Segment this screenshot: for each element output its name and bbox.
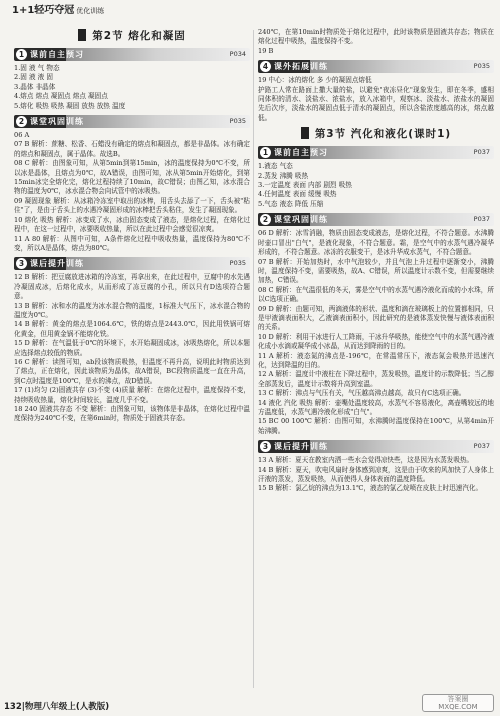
answer-line: 10 熔化 吸热 解析：冰变成了水，冰由固态变成了液态，是熔化过程，在熔化过程中，在这一过程中，冰要吸收热量，所以在此过程中会感觉很凉爽。 bbox=[14, 215, 250, 234]
exercise-block bbox=[258, 146, 494, 209]
block-number: 2 bbox=[16, 116, 27, 127]
answer-line: 10 D 解析：利用干冰进行人工降雨，干冰升华吸热，能使空气中的水蒸气遇冷液化成小水滴或凝华成小冰晶，从而达到降雨的目的。 bbox=[258, 332, 494, 351]
watermark-stamp: 答案圈 MXQE.COM bbox=[422, 694, 494, 712]
answer-line: 14 B 解析：夏天，吹电风扇时身体感到凉爽，这是由于吹来的风加快了人身体上汗液的蒸发，蒸发吸热，从而使得人身体表面的温度降低。 bbox=[258, 465, 494, 484]
answer-line: 13 A 解析：夏天在教室内洒一些水会觉得凉快些，这是因为水蒸发吸热。 bbox=[258, 456, 474, 465]
answer-line: 13 C 解析：沸点与气压有关，气压越高沸点越高，故只有C选项正确。 bbox=[258, 389, 466, 398]
block-header-band bbox=[14, 257, 250, 270]
answer-line: 18 240 固液共存态 不变 解析：由图象可知，该物体是非晶体，在熔化过程中温度保持为240℃不变，在第6min时，物质处于固液共存态。 bbox=[14, 405, 250, 423]
section-title-2: 第3节 汽化和液化(课时1) bbox=[258, 126, 494, 142]
block-header-band bbox=[14, 48, 250, 61]
page-number: 132 bbox=[4, 701, 22, 712]
answer-line: 14 液化 汽化 吸热 解析：壶嘴处温度较高，水蒸气不容易液化，离壶嘴较远的地方温度低，水蒸气遇冷液化形成"白气"。 bbox=[258, 398, 494, 416]
exercise-block bbox=[14, 257, 250, 424]
block-page-ref: P037 bbox=[473, 215, 490, 224]
answer-line: 19 中心：冰的熔化 多 少的凝固点熔低 bbox=[258, 76, 372, 85]
answer-line: 08 C 解析：在气温很低的冬天，雾是空气中的水蒸气遇冷液化而成的小水珠，所以C选项正确。 bbox=[258, 285, 494, 304]
block-header-band bbox=[14, 115, 250, 128]
right-column bbox=[258, 28, 494, 690]
answer-line: 07 B 解析：蔗糖、松香、石蜡没有确定的熔点和凝固点，都是非晶体。冰有确定的熔点和凝固点，属于晶体。故选B。 bbox=[14, 140, 250, 158]
answer-line: 2.蒸发 沸腾 吸热 bbox=[258, 171, 309, 180]
answer-line: 5.熔化 吸热 吸热 凝固 放热 放热 温度 bbox=[14, 101, 126, 110]
answer-line: 09 D 解析：由题可知，两滴液体的形状、温度和滴在玻璃板上的位置都相同，只是甲液滴表面积大，乙液滴表面积小，因此研究的是液体蒸发快慢与液体表面积的关系。 bbox=[258, 304, 494, 332]
block-title: 课后提升训练 bbox=[30, 259, 84, 269]
block-number: 3 bbox=[260, 441, 271, 452]
block-page-ref: P035 bbox=[229, 259, 246, 268]
answer-line: 1.固 液 气 物态 bbox=[14, 64, 60, 72]
block-header-band bbox=[258, 60, 494, 73]
answer-line: 5.气态 液态 降低 压缩 bbox=[258, 199, 324, 208]
book-title: 物理八年级上(人教版) bbox=[24, 701, 110, 712]
block-title: 课堂巩固训练 bbox=[30, 117, 84, 127]
answer-line: 06 D 解析：冰雪消融，物质由固态变成液态，是熔化过程，不符合题意。水沸腾时壶口冒出"白气"，是液化现象，不符合题意。霜，是空气中的水蒸气遇冷凝华形成的，不符合题意。冰冻的衣服变干，是冰升华成水蒸气，不符合题意。 bbox=[258, 229, 494, 257]
block-title: 课后提升训练 bbox=[274, 442, 328, 452]
block-title: 课前自主预习 bbox=[274, 148, 328, 158]
exercise-block bbox=[258, 440, 494, 494]
block-header-band bbox=[258, 440, 494, 453]
answer-line: 06 A bbox=[14, 131, 30, 140]
block-page-ref: P035 bbox=[473, 62, 490, 71]
page-footer: 132|物理八年级上(人教版) bbox=[4, 701, 110, 712]
brand-logo bbox=[12, 6, 104, 16]
block-title: 课外拓展训练 bbox=[274, 62, 328, 72]
block-page-ref: P034 bbox=[229, 50, 246, 58]
answer-line: 09 凝固现象 解析：从冰箱冷冻室中取出的冰棒，用舌头去舔了一下，舌头被"粘住"了，是由于舌头上的水遇冷凝固形成的冰棒把舌头粘住，发生了凝固现象。 bbox=[14, 196, 250, 215]
answer-line: 3.晶体 非晶体 bbox=[14, 82, 56, 91]
block-number: 1 bbox=[260, 147, 271, 158]
brand-sub: 优化训练 bbox=[76, 7, 105, 15]
answer-line: 13 B 解析：冰和水的温度为冰水混合物的温度，1标准大气压下，冰水混合物的温度为0℃。 bbox=[14, 301, 250, 319]
block-number: 4 bbox=[260, 61, 271, 72]
answer-line: 4.任何温度 表面 缓慢 吸热 bbox=[258, 190, 337, 199]
answer-line: 12 B 解析：把豆腐放进冰箱的冷冻室，再拿出来，在此过程中，豆腐中的水先遇冷凝固成冰，后熔化成水，从而形成了冻豆腐的小孔，所以只有D选项符合题意。 bbox=[14, 273, 250, 301]
answer-line: 07 B 解析：开始加热时，水中气泡较少，并且气泡上升过程中逐渐变小，沸腾时，温度保持不变，需要吸热，故A、C错误，所以温度计示数不变，但需要继续加热，C错误。 bbox=[258, 257, 494, 285]
answer-line: 19 B bbox=[258, 46, 274, 55]
exercise-block bbox=[14, 48, 250, 111]
brand-name: 1+1轻巧夺冠 bbox=[12, 5, 75, 16]
block-number: 2 bbox=[260, 214, 271, 225]
answer-line: 11 A 80 解析：从图中可知，A条件熔化过程中吸收热量，温度保持为80℃不变，所以A是晶体，熔点为80℃。 bbox=[14, 234, 250, 252]
exercise-block bbox=[258, 213, 494, 436]
block-page-ref: P035 bbox=[229, 117, 246, 126]
answer-line: 08 C 解析：由图象可知，从第5min到第15min，冰的温度保持为0℃不变，所以冰是晶体，且熔点为0℃，故A错误，由图可知，冰从第5min开始熔化，到第15min冰完全熔化完，熔化过程持续了10min，故C错误；由图乙知，冰水混合物的温度为0℃，冰水混合物会向试管中的冰吸热。 bbox=[14, 159, 250, 196]
answer-line: 1.液态 气态 bbox=[258, 162, 293, 171]
answer-line: 3.一定温度 表面 内部 剧烈 吸热 bbox=[258, 181, 352, 190]
answer-line: 12 A 解析：温度计中液柱在下降过程中，蒸发吸热，温度计的示数降低；当乙醇全部蒸发后，温度计示数将升高到室温。 bbox=[258, 370, 494, 388]
exercise-block bbox=[258, 60, 494, 123]
block-number: 1 bbox=[16, 49, 27, 60]
block-title: 课堂巩固训练 bbox=[274, 215, 328, 225]
block-page-ref: P037 bbox=[473, 442, 490, 451]
block-header-band bbox=[258, 146, 494, 159]
page-header bbox=[4, 4, 496, 26]
answer-line: 4.熔点 熔点 凝固点 熔点 凝固点 bbox=[14, 92, 108, 101]
left-column bbox=[14, 28, 250, 690]
block-header-band bbox=[258, 213, 494, 226]
block-page-ref: P037 bbox=[473, 148, 490, 157]
answer-line: 17 (1)均匀 (2)固液共存 (3)不变 (4)质量 解析：在熔化过程中，温度保持不变，持续吸收热量，熔化时间较长，温度几乎不变。 bbox=[14, 386, 250, 404]
block-title: 课前自主预习 bbox=[30, 50, 84, 59]
answer-line: 16 C 解析：读图可知，ab段该物质吸热，但温度不再升高，说明此时物质达到了熔点，正在熔化，因此该物质为晶体，故A错误，BC段物质温度一直在升高，到C点时温度是100℃，是水的沸点，故D错误。 bbox=[14, 357, 250, 385]
answer-line: 14 B 解析：黄金的熔点是1064.6℃，铁的熔点是2443.0℃，因此用铁锅可熔化黄金，但用黄金锅不能熔化铁。 bbox=[14, 320, 250, 338]
answer-line: 15 BC 00 100℃ 解析：由图可知，水沸腾时温度保持在100℃，从第4min开始沸腾。 bbox=[258, 417, 494, 435]
answer-line: 11 A 解析：液态氮的沸点是-196℃，在常温常压下，液态氮会吸热并迅速汽化，达到降温的目的。 bbox=[258, 351, 494, 369]
answer-line: 15 D 解析：在气温低于0℃的环境下，水开始凝固成冰，冰吸热熔化，所以本题应选择熔点较低的物质。 bbox=[14, 339, 250, 357]
exercise-block bbox=[14, 115, 250, 253]
answer-line: 15 B 解析：氯乙烷的沸点为13.1℃，液态的氯乙烷喷在皮肤上时迅速汽化。 bbox=[258, 484, 483, 493]
section-title: 第2节 熔化和凝固 bbox=[14, 28, 250, 44]
answer-line: 护路工人常在路面上撒大量的盐，以避免"夜冻昼化"现象发生，即在冬季，盛相同体积的清水、淡盐水、浓盐水，放入冰箱中，观察冰、淡盐水、浓盐水的凝固先后次序，淡盐水的凝固点低于清水的凝固点，所以含盐浓度越高的冰，熔点越低。 bbox=[258, 85, 494, 122]
answer-line: 2.固 液 液 固 bbox=[14, 73, 53, 82]
column-divider bbox=[253, 30, 254, 688]
answer-line: 240℃，在第10min时物质处于熔化过程中，此时该物质是固液共存态；物质在熔化过程中吸热，温度保持不变。 bbox=[258, 28, 494, 46]
block-number: 3 bbox=[16, 258, 27, 269]
